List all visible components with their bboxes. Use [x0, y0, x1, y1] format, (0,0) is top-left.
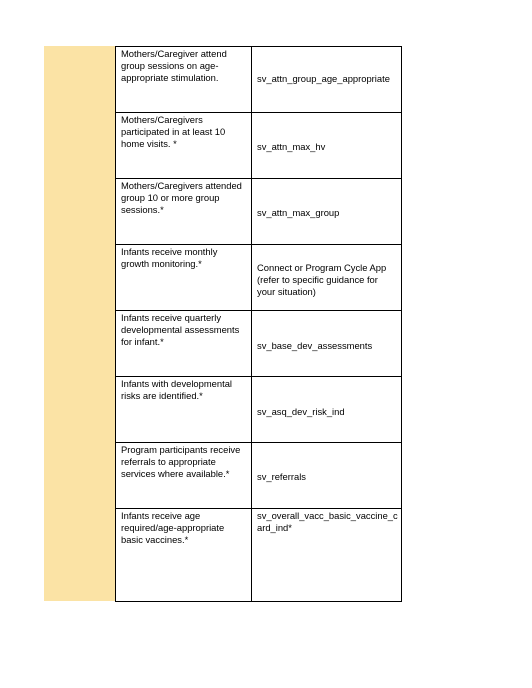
side-color-band	[44, 46, 115, 601]
indicator-variable-cell	[252, 179, 402, 245]
indicator-description: Infants receive age required/age-appropriate basic vaccines.*	[116, 509, 252, 602]
table-row	[116, 311, 402, 377]
indicator-variable-cell	[252, 377, 402, 443]
indicator-description: Mothers/Caregivers attended group 10 or more group sessions.*	[116, 179, 252, 245]
indicator-description: Infants receive monthly growth monitoring.*	[116, 245, 252, 311]
indicator-variable: sv_base_dev_assessments	[257, 340, 373, 351]
indicator-variable-cell	[252, 245, 402, 311]
indicator-description: Mothers/Caregiver attend group sessions on age-appropriate stimulation.	[116, 47, 252, 113]
indicator-description: Infants receive quarterly developmental assessments for infant.*	[116, 311, 252, 377]
table-row	[116, 443, 402, 509]
table-row	[116, 509, 402, 602]
table-row	[116, 245, 402, 311]
indicator-variable: sv_attn_group_age_appropriate	[257, 73, 390, 84]
indicator-variable: Connect or Program Cycle App (refer to specific guidance for your situation)	[257, 262, 387, 297]
indicator-variable-cell	[252, 443, 402, 509]
indicator-description: Program participants receive referrals to appropriate services where available.*	[116, 443, 252, 509]
indicator-variable: sv_attn_max_group	[257, 207, 340, 218]
indicator-description: Mothers/Caregivers participated in at least 10 home visits. *	[116, 113, 252, 179]
table-row	[116, 377, 402, 443]
indicator-table	[115, 46, 402, 602]
table-row	[116, 113, 402, 179]
indicator-variable-cell	[252, 47, 402, 113]
indicator-variable: sv_attn_max_hv	[257, 141, 326, 152]
indicator-variable: sv_asq_dev_risk_ind	[257, 406, 345, 417]
indicator-variable-cell	[252, 509, 402, 602]
table-row	[116, 179, 402, 245]
indicator-variable-cell	[252, 311, 402, 377]
indicator-variable-cell	[252, 113, 402, 179]
table-row	[116, 47, 402, 113]
indicator-description: Infants with developmental risks are identified.*	[116, 377, 252, 443]
indicator-variable: sv_referrals	[257, 471, 306, 482]
indicator-variable: sv_overall_vacc_basic_vaccine_card_ind*	[257, 510, 398, 533]
